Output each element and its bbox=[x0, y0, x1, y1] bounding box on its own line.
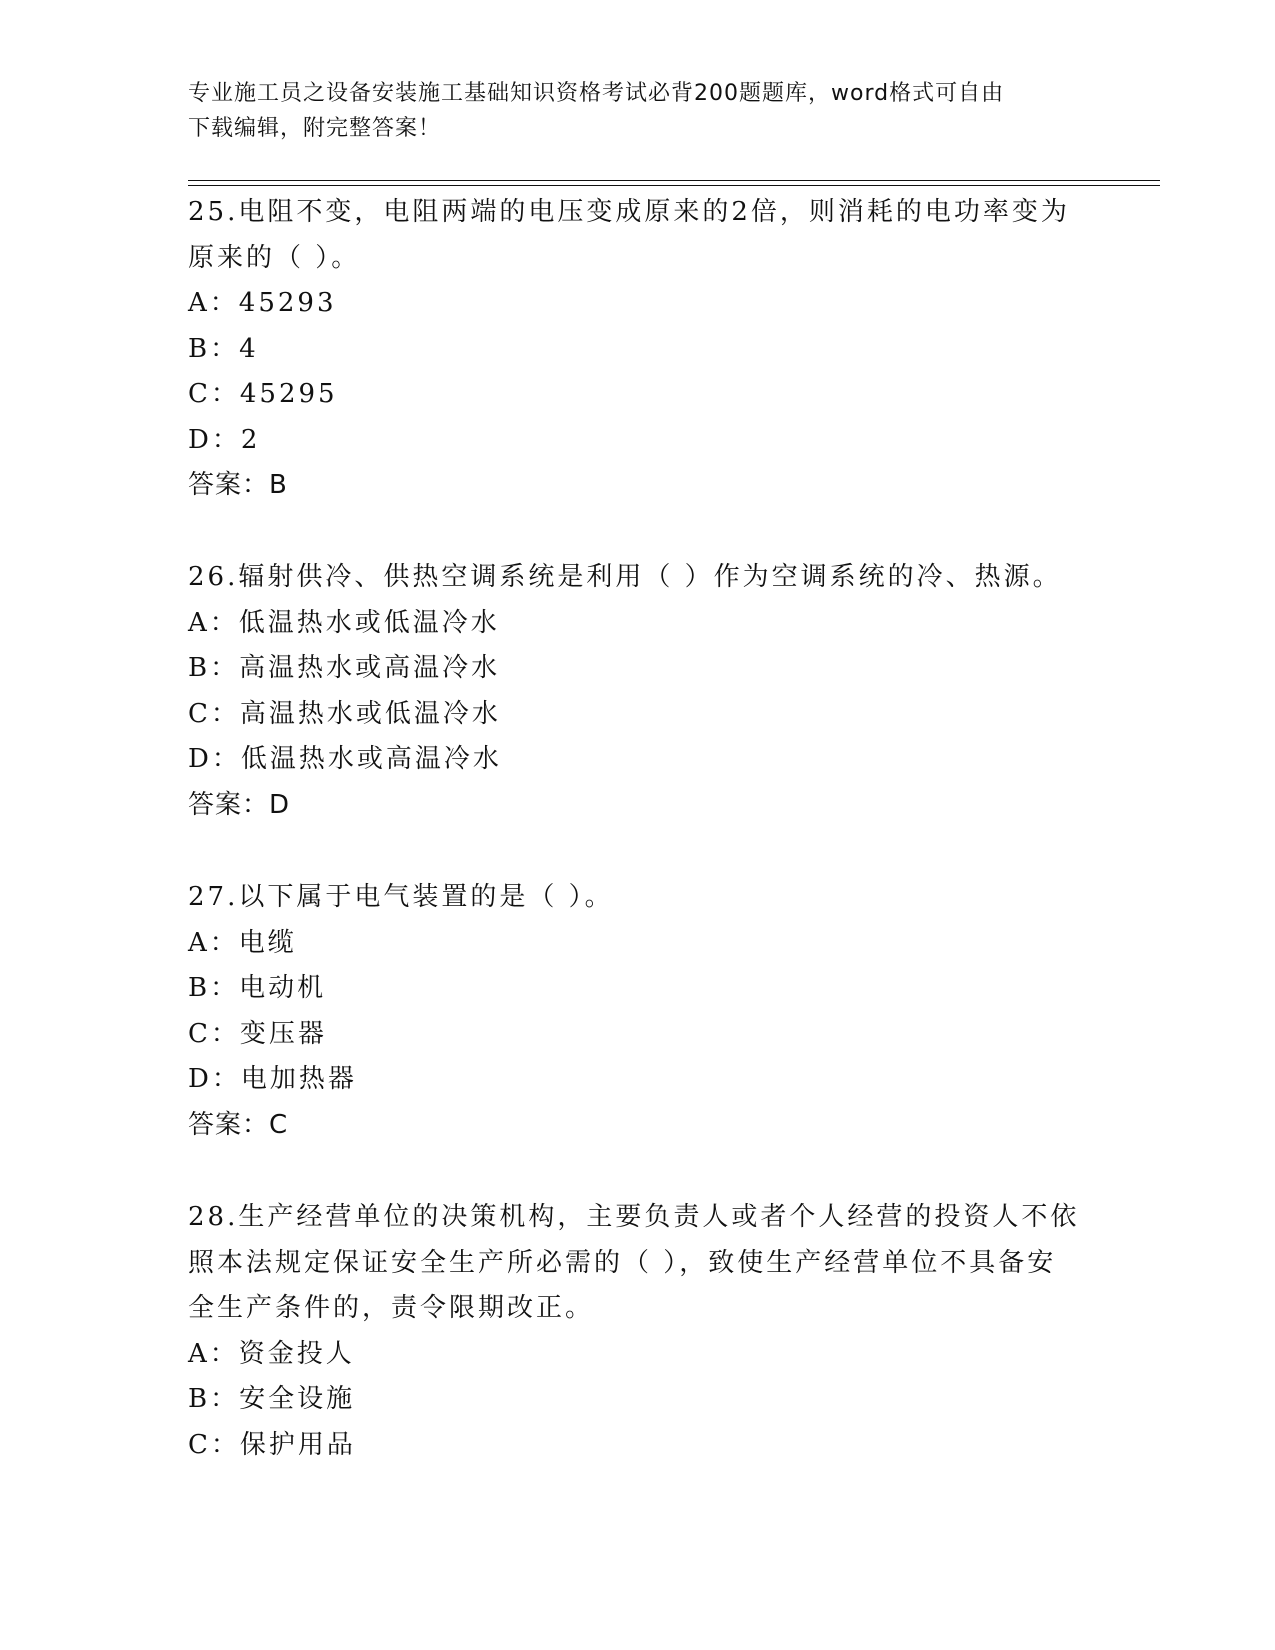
option-c: C：高温热水或低温冷水 bbox=[188, 698, 501, 729]
option-b: B：安全设施 bbox=[188, 1384, 356, 1414]
option-a: A：低温热水或低温冷水 bbox=[188, 607, 500, 638]
header-divider-bottom bbox=[188, 185, 1160, 186]
header-line-1: 专业施工员之设备安装施工基础知识资格考试必背200题题库，word格式可自由 bbox=[188, 81, 1005, 106]
header-line-2: 下载编辑，附完整答案！ bbox=[188, 116, 442, 141]
question-stem-line: 全生产条件的，责令限期改正。 bbox=[188, 1293, 595, 1323]
option-c: C：45295 bbox=[188, 379, 338, 409]
option-d: D：电加热器 bbox=[188, 1064, 357, 1094]
option-b: B：高温热水或高温冷水 bbox=[188, 653, 501, 683]
option-a: A：资金投人 bbox=[188, 1338, 355, 1369]
answer-line: 答案：C bbox=[188, 1109, 289, 1140]
question-stem-line: 28.生产经营单位的决策机构，主要负责人或者个人经营的投资人不依 bbox=[188, 1202, 1080, 1232]
option-c: C：保护用品 bbox=[188, 1429, 356, 1460]
question-27 bbox=[188, 875, 1088, 1148]
question-stem-line: 照本法规定保证安全生产所必需的（ ），致使生产经营单位不具备安 bbox=[188, 1247, 1057, 1278]
option-d: D：低温热水或高温冷水 bbox=[188, 744, 502, 774]
option-b: B：电动机 bbox=[188, 973, 327, 1003]
document-header bbox=[188, 76, 1088, 146]
question-stem-line: 原来的（ ）。 bbox=[188, 242, 361, 273]
question-stem-line: 27.以下属于电气装置的是（ ）。 bbox=[188, 882, 614, 912]
question-26 bbox=[188, 555, 1088, 828]
option-a: A：45293 bbox=[188, 288, 337, 318]
question-stem-line: 25.电阻不变，电阻两端的电压变成原来的2倍，则消耗的电功率变为 bbox=[188, 197, 1070, 227]
answer-line: 答案：B bbox=[188, 470, 288, 500]
answer-line: 答案：D bbox=[188, 789, 291, 820]
option-b: B：4 bbox=[188, 333, 259, 364]
question-28 bbox=[188, 1195, 1088, 1468]
option-a: A：电缆 bbox=[188, 927, 297, 958]
option-c: C：变压器 bbox=[188, 1018, 327, 1049]
option-d: D：2 bbox=[188, 424, 261, 455]
question-stem-line: 26.辐射供冷、供热空调系统是利用（ ）作为空调系统的冷、热源。 bbox=[188, 562, 1062, 592]
question-25 bbox=[188, 190, 1088, 509]
header-divider-top bbox=[188, 180, 1160, 181]
